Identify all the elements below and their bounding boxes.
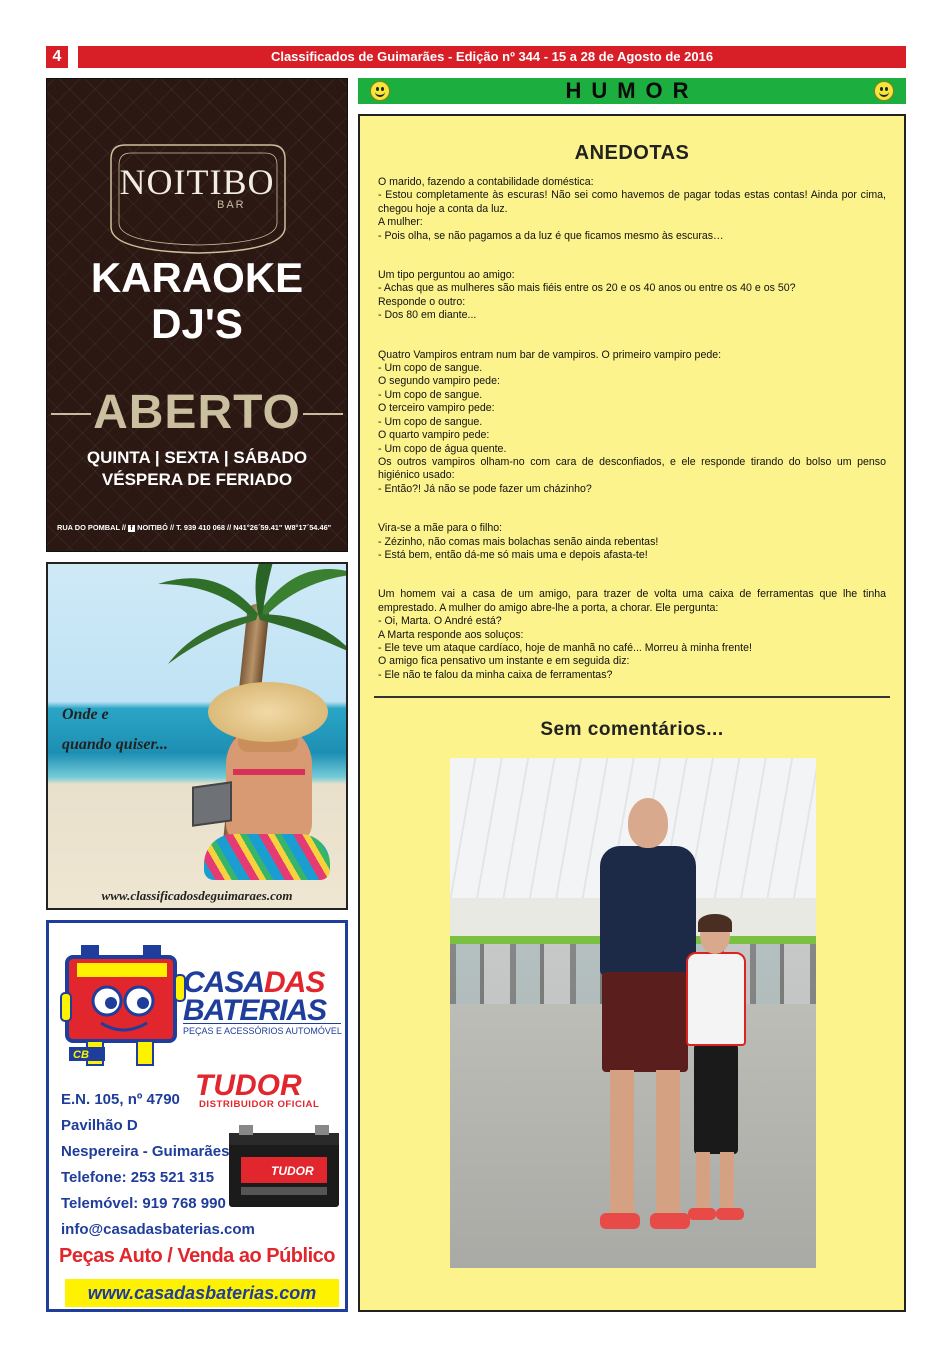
beach-tagline <box>62 700 168 760</box>
opening-days <box>47 447 347 491</box>
joke-line: - Um copo de sangue. <box>378 415 483 428</box>
days-line-2: VÉSPERA DE FERIADO <box>101 470 293 489</box>
joke-line: - Então?! Já não se pode fazer um cházinho? <box>378 482 592 495</box>
store-email[interactable]: info@casadasbaterias.com <box>61 1221 255 1238</box>
joke-line: - Zézinho, não comas mais bolachas senão ainda rebentas! <box>378 535 659 548</box>
tagline-line-2: quando quiser... <box>62 736 168 753</box>
karaoke-headline <box>47 255 347 347</box>
classificados-url[interactable]: www.classificadosdeguimaraes.com <box>101 888 293 903</box>
joke <box>378 522 886 562</box>
joke-line: O amigo fica pensativo um instante e em seguida diz: <box>378 655 630 668</box>
joke-line: O segundo vampiro pede: <box>378 375 500 388</box>
laptop-icon <box>192 781 232 827</box>
photo <box>450 758 816 1268</box>
jokes-title: ANEDOTAS <box>574 142 690 164</box>
joke-line: Um tipo perguntou ao amigo: <box>378 269 515 282</box>
casa-das-baterias-logo <box>183 966 327 1027</box>
ad-noitibo[interactable] <box>46 78 348 552</box>
facebook-icon: f <box>128 525 135 532</box>
tagline-line-1: Onde e <box>62 706 109 723</box>
joke-line: O quarto vampiro pede: <box>378 429 490 442</box>
aberto-label: ABERTO <box>93 386 301 439</box>
address-line: E.N. 105, nº 4790 <box>61 1091 180 1108</box>
joke-line: - Um copo de água quente. <box>378 442 507 455</box>
joke-line: - Está bem, então dá-me só mais uma e depois afasta-te! <box>378 548 648 561</box>
mascot-cb-label: CB <box>73 1049 89 1061</box>
page-number: 4 <box>46 46 68 68</box>
casadasbaterias-url[interactable]: www.casadasbaterias.com <box>65 1279 339 1307</box>
jokes-panel <box>358 114 906 1312</box>
headline-line-2: DJ'S <box>151 300 243 347</box>
joke-line: Vira-se a mãe para o filho: <box>378 522 503 535</box>
jokes-list <box>378 176 886 708</box>
joke-line: - Pois olha, se não pagamos a da luz é que ficamos mesmo às escuras… <box>378 229 724 242</box>
joke-line: Responde o outro: <box>378 295 466 308</box>
joke-line: A mulher: <box>378 216 423 229</box>
joke <box>378 176 886 243</box>
joke-line: O terceiro vampiro pede: <box>378 402 495 415</box>
joke-line: Quatro Vampiros entram num bar de vampiros. O primeiro vampiro pede: <box>378 348 722 361</box>
joke-line: - Um copo de sangue. <box>378 362 483 375</box>
photo-section-title: Sem comentários... <box>540 719 724 740</box>
tudor-logo: TUDOR <box>195 1069 302 1102</box>
store-slogan: Peças Auto / Venda ao Público <box>59 1245 335 1267</box>
humor-section-bar <box>358 78 906 104</box>
headline-line-1: KARAOKE <box>90 254 304 301</box>
brand-baterias: BATERIAS <box>183 994 327 1027</box>
address-street: RUA DO POMBAL // <box>57 523 129 532</box>
joke <box>378 349 886 496</box>
joke <box>378 588 886 682</box>
joke <box>378 269 886 323</box>
address-line: Telemóvel: 919 768 990 <box>61 1195 226 1212</box>
noitibo-address <box>57 523 337 532</box>
brand-casa: CASA <box>183 966 265 999</box>
store-address <box>61 1087 255 1243</box>
joke-line: O marido, fazendo a contabilidade doméstica: <box>378 176 594 188</box>
brand-das: DAS <box>264 966 325 999</box>
joke-line: Os outros vampiros olham-no com cara de desconfiados, e ele responde tirando do bolso um penso higiénico usado: <box>378 455 886 482</box>
joke-line: - Ele não te falou da minha caixa de ferramentas? <box>378 668 613 681</box>
joke-line: A Marta responde aos soluços: <box>378 628 524 641</box>
joke-line: Um homem vai a casa de um amigo, para trazer de volta uma caixa de ferramentas que lhe tinha emprestado. A mulher do amigo abre-lhe a porta, a chorar. Ele pergunta: <box>378 588 886 614</box>
ad-classificados[interactable] <box>46 562 348 910</box>
divider <box>374 696 890 698</box>
smiley-icon <box>874 81 894 101</box>
joke-line: - Achas que as mulheres são mais fiéis entre os 20 e os 40 anos ou entre os 40 e os 50? <box>378 282 796 295</box>
joke-line: - Um copo de sangue. <box>378 388 483 401</box>
person-bikini <box>233 769 305 775</box>
joke-line: - Dos 80 em diante... <box>378 309 477 322</box>
days-line-1: QUINTA | SEXTA | SÁBADO <box>86 448 308 467</box>
noitibo-bar-label: BAR <box>217 199 246 211</box>
ad-casa-das-baterias[interactable] <box>46 920 348 1312</box>
address-contact: NOITIBÓ // T. 939 410 068 // N41°26´59.41" W8°17´54.46" <box>135 523 332 532</box>
brand-tagline: PEÇAS E ACESSÓRIOS AUTOMÓVEL <box>183 1023 341 1036</box>
battery-mascot-icon <box>57 935 187 1075</box>
address-line: Nespereira - Guimarães <box>61 1143 230 1160</box>
sun-hat <box>208 682 328 742</box>
person-sarong <box>204 834 330 880</box>
tudor-distributor: DISTRIBUIDOR OFICIAL <box>199 1099 320 1110</box>
address-line: Telefone: 253 521 315 <box>61 1169 215 1186</box>
joke-line: - Oi, Marta. O André está? <box>378 615 502 628</box>
palm-leaves-icon <box>158 562 348 664</box>
address-line: Pavilhão D <box>61 1117 138 1134</box>
header-title: Classificados de Guimarães - Edição nº 344 - 15 a 28 de Agosto de 2016 <box>78 46 906 68</box>
noitibo-logo: NOITIBO <box>119 162 275 202</box>
aberto-block <box>47 385 347 441</box>
section-title: HUMOR <box>565 78 699 103</box>
joke-line: - Estou completamente às escuras! Não sei como havemos de pagar todas estas contas! Ainda por cima, chegou hoje a conta da luz. <box>378 189 886 215</box>
battery-label: TUDOR <box>271 1164 314 1178</box>
divider <box>303 413 343 415</box>
joke-line: - Ele teve um ataque cardíaco, hoje de manhã no café... Morreu à minha frente! <box>378 641 752 654</box>
